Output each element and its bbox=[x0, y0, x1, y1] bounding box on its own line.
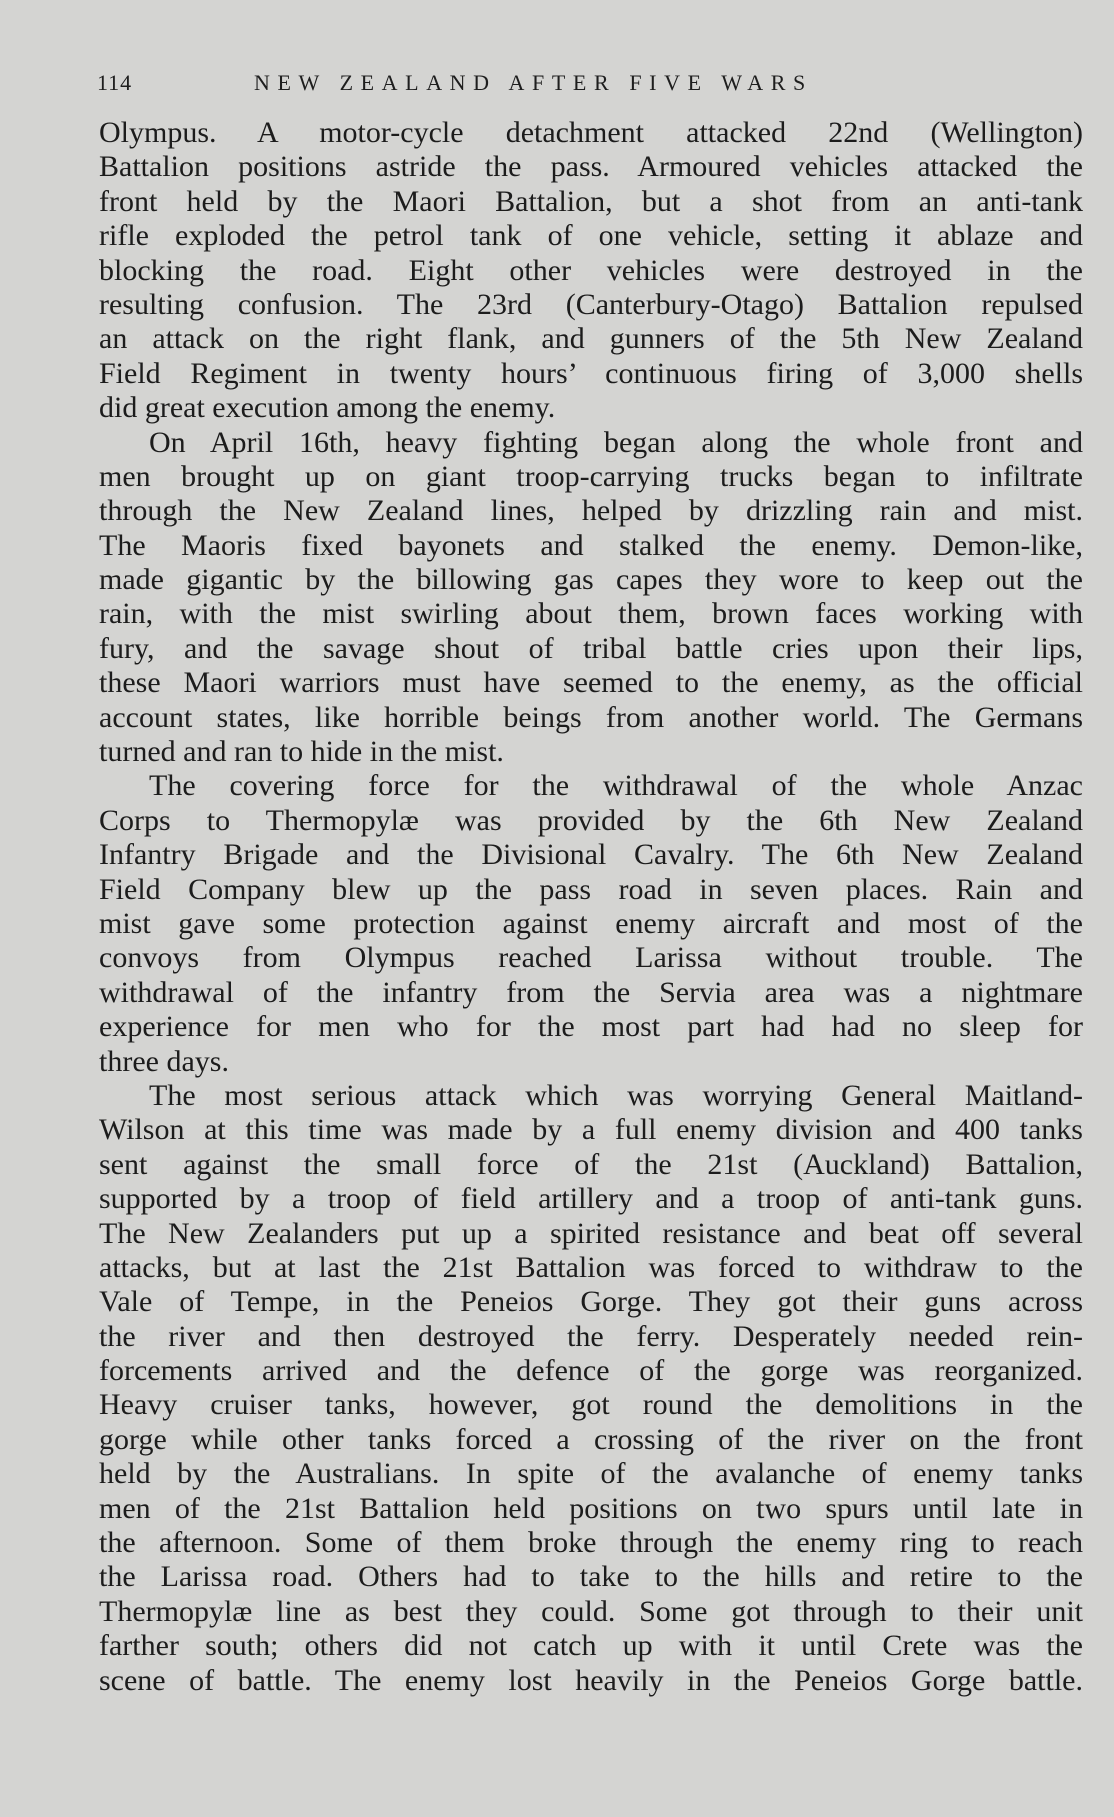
text-line: forcements arrived and the defence of the gorge was reorganized. bbox=[99, 1354, 1083, 1388]
text-line: Battalion positions astride the pass. Armoured vehicles attacked the bbox=[99, 150, 1083, 184]
text-line: resulting confusion. The 23rd (Canterbury-Otago) Battalion repulsed bbox=[99, 287, 1083, 321]
text-line: made gigantic by the billowing gas capes they wore to keep out the bbox=[99, 563, 1083, 597]
text-line: experience for men who for the most part had had no sleep for bbox=[99, 1010, 1083, 1044]
text-line: men brought up on giant troop-carrying trucks began to infiltrate bbox=[99, 459, 1083, 493]
text-line: The Maoris fixed bayonets and stalked the enemy. Demon-like, bbox=[99, 528, 1083, 562]
text-line: Heavy cruiser tanks, however, got round the demolitions in the bbox=[99, 1388, 1083, 1422]
text-line: turned and ran to hide in the mist. bbox=[99, 735, 504, 769]
text-line: The most serious attack which was worrying General Maitland- bbox=[149, 1078, 1083, 1112]
text-line: The New Zealanders put up a spirited resistance and beat off several bbox=[99, 1216, 1083, 1250]
text-line: rain, with the mist swirling about them, brown faces working with bbox=[99, 597, 1083, 631]
text-line: blocking the road. Eight other vehicles were destroyed in the bbox=[99, 253, 1083, 287]
text-line: Vale of Tempe, in the Peneios Gorge. They got their guns across bbox=[99, 1285, 1083, 1319]
text-line: gorge while other tanks forced a crossing of the river on the front bbox=[99, 1422, 1083, 1456]
text-line: through the New Zealand lines, helped by drizzling rain and mist. bbox=[99, 494, 1083, 528]
text-line: Olympus. A motor-cycle detachment attacked 22nd (Wellington) bbox=[99, 116, 1083, 149]
text-line: three days. bbox=[99, 1044, 229, 1078]
page-header bbox=[97, 70, 1087, 100]
text-line: an attack on the right flank, and gunners of the 5th New Zealand bbox=[99, 322, 1083, 356]
body-text bbox=[99, 116, 1083, 1698]
text-line: Corps to Thermopylæ was provided by the 6th New Zealand bbox=[99, 803, 1083, 837]
text-line: men of the 21st Battalion held positions on two spurs until late in bbox=[99, 1491, 1083, 1525]
text-line: Wilson at this time was made by a full enemy division and 400 tanks bbox=[99, 1113, 1083, 1147]
text-line: did great execution among the enemy. bbox=[99, 391, 556, 425]
text-line: account states, like horrible beings from another world. The Germans bbox=[99, 700, 1083, 734]
text-line: fury, and the savage shout of tribal battle cries upon their lips, bbox=[99, 631, 1083, 665]
text-line: Field Company blew up the pass road in seven places. Rain and bbox=[99, 872, 1083, 906]
text-line: supported by a troop of field artillery and a troop of anti-tank guns. bbox=[99, 1182, 1083, 1216]
text-line: attacks, but at last the 21st Battalion was forced to withdraw to the bbox=[99, 1250, 1083, 1284]
text-line: Infantry Brigade and the Divisional Cavalry. The 6th New Zealand bbox=[99, 838, 1083, 872]
text-line: held by the Australians. In spite of the avalanche of enemy tanks bbox=[99, 1457, 1083, 1491]
text-line: On April 16th, heavy fighting began along the whole front and bbox=[149, 425, 1083, 459]
text-line: scene of battle. The enemy lost heavily in the Peneios Gorge battle. bbox=[99, 1663, 1083, 1697]
text-line: The covering force for the withdrawal of the whole Anzac bbox=[149, 769, 1083, 803]
text-line: the Larissa road. Others had to take to the hills and retire to the bbox=[99, 1560, 1083, 1594]
text-line: these Maori warriors must have seemed to the enemy, as the official bbox=[99, 666, 1083, 700]
text-line: rifle exploded the petrol tank of one vehicle, setting it ablaze and bbox=[99, 219, 1083, 253]
text-line: Thermopylæ line as best they could. Some got through to their unit bbox=[99, 1594, 1083, 1628]
text-line: withdrawal of the infantry from the Servia area was a nightmare bbox=[99, 975, 1083, 1009]
text-line: convoys from Olympus reached Larissa without trouble. The bbox=[99, 941, 1083, 975]
text-line: Field Regiment in twenty hours’ continuous firing of 3,000 shells bbox=[99, 356, 1083, 390]
text-line: the river and then destroyed the ferry. Desperately needed rein- bbox=[99, 1319, 1083, 1353]
running-title: NEW ZEALAND AFTER FIVE WARS bbox=[254, 70, 813, 95]
text-line: farther south; others did not catch up with it until Crete was the bbox=[99, 1629, 1083, 1663]
text-line: mist gave some protection against enemy aircraft and most of the bbox=[99, 906, 1083, 940]
text-line: the afternoon. Some of them broke through the enemy ring to reach bbox=[99, 1526, 1083, 1560]
page-number: 114 bbox=[97, 70, 133, 95]
text-line: sent against the small force of the 21st (Auckland) Battalion, bbox=[99, 1147, 1083, 1181]
text-line: front held by the Maori Battalion, but a shot from an anti-tank bbox=[99, 184, 1083, 218]
